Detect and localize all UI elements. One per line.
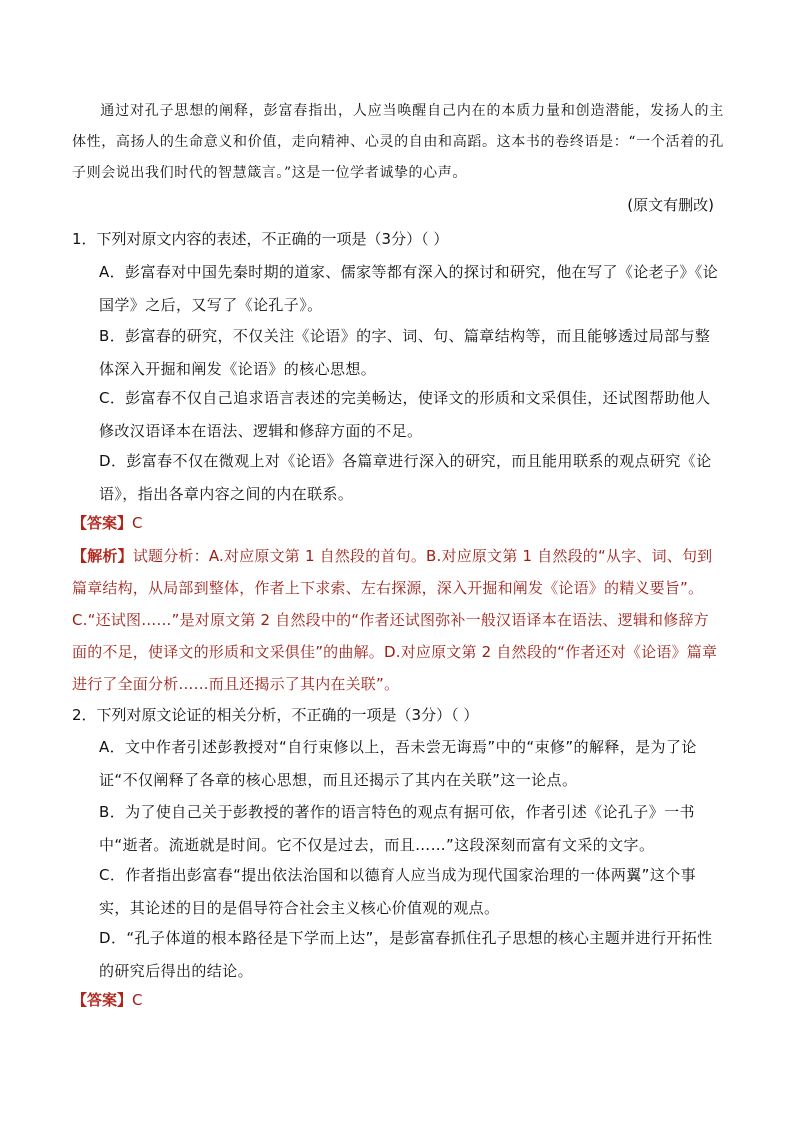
question-1-option-b: B．彭富春的研究，不仅关注《论语》的字、词、句、篇章结构等，而且能够透过局部与整体深入开掘和阐发《论语》的核心思想。 (99, 327, 711, 378)
question-2-answer (72, 988, 143, 1012)
question-1-option-c: C．彭富春不仅自己追求语言表述的完美畅达，使译文的形质和文采俱佳，还试图帮助他人修改汉语译本在语法、逻辑和修辞方面的不足。 (99, 389, 711, 440)
question-1-stem: 1．下列对原文内容的表述，不正确的一项是（3分）（ ） (72, 230, 449, 248)
question-2-option-b: B．为了使自己关于彭教授的著作的语言特色的观点有据可依，作者引述《论孔子》一书中“逝者。流逝就是时间。它不仅是过去，而且……”这段深刻而富有文采的文字。 (99, 803, 695, 854)
answer-label: 【答案】 (72, 514, 133, 532)
question-1-analysis (72, 540, 724, 700)
question-1-option-d: D．彭富春不仅在微观上对《论语》各篇章进行深入的研究，而且能用联系的观点研究《论语》，指出各章内容之间的内在联系。 (99, 452, 712, 503)
question-2-option-c: C．作者指出彭富春“提出依法治国和以德育人应当成为现代国家治理的一体两翼”这个事实，其论述的目的是倡导符合社会主义核心价值观的观点。 (99, 866, 697, 917)
question-1-answer (72, 511, 143, 535)
analysis-label: 【解析】 (72, 547, 133, 565)
source-note: (原文有删改) (627, 196, 714, 214)
answer-value: C (132, 991, 143, 1009)
intro-text: 通过对孔子思想的阐释，彭富春指出，人应当唤醒自己内在的本质力量和创造潜能，发扬人的主体性，高扬人的生命意义和价值，走向精神、心灵的自由和高蹈。这本书的卷终语是：“一个活着的孔子则会说出我们时代的智慧箴言。”这是一位学者诚挚的心声。 (72, 103, 724, 181)
analysis-text: 试题分析：A.对应原文第 1 自然段的首句。B.对应原文第 1 自然段的“从字、词、句到篇章结构，从局部到整体，作者上下求索、左右探源，深入开掘和阐发《论语》的精义要旨”。C.“还试图……”是对原文第 2 自然段中的“作者还试图弥补一般汉语译本在语法、逻辑和修辞方面的不足，使译文的形质和文采俱佳”的曲解。D.对应原文第 2 自然段的“作者还对《论语》篇章进行了全面分析……而且还揭示了其内在关联”。 (72, 547, 718, 693)
answer-value: C (132, 514, 143, 532)
question-2-stem: 2．下列对原文论证的相关分析，不正确的一项是（3分）（ ） (72, 706, 479, 724)
answer-label: 【答案】 (72, 991, 133, 1009)
question-2-option-d: D．“孔子体道的根本路径是下学而上达”，是彭富春抓住孔子思想的核心主题并进行开拓性的研究后得出的结论。 (99, 929, 713, 980)
question-1-option-a: A．彭富春对中国先秦时期的道家、儒家等都有深入的探讨和研究，他在写了《论老子》《论国学》之后，又写了《论孔子》。 (99, 263, 719, 314)
intro-paragraph (72, 96, 724, 189)
question-2-option-a: A．文中作者引述彭教授对“自行束修以上，吾未尝无诲焉”中的“束修”的解释，是为了论证“不仅阐释了各章的核心思想，而且还揭示了其内在关联”这一论点。 (99, 738, 697, 789)
